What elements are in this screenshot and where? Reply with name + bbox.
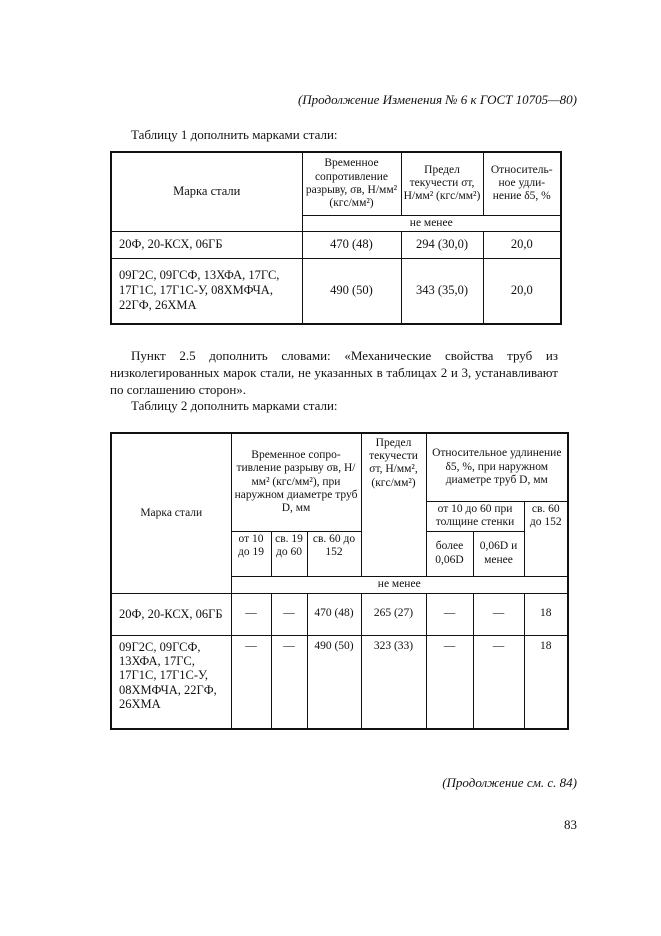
t2-r1-t3: 470 (48) [307, 593, 361, 635]
t2-r2-t1: — [231, 635, 271, 729]
table-row [111, 231, 561, 258]
t2-r2-e2: — [473, 635, 524, 729]
t2-min-label: не менее [231, 576, 568, 593]
table-row [111, 593, 568, 635]
t2-sub-60-152: св. 60 до 152 [307, 531, 361, 576]
t1-r2-elong: 20,0 [483, 258, 561, 324]
t1-head-grade: Марка стали [111, 152, 302, 231]
table-row [111, 258, 561, 324]
t1-min-label: не менее [302, 215, 561, 231]
t2-r2-e1: — [426, 635, 473, 729]
table2-caption: Таблицу 2 дополнить марками стали: [131, 398, 338, 413]
t1-r2-tensile: 490 (50) [302, 258, 401, 324]
page-number: 83 [564, 817, 577, 832]
t2-r2-e3: 18 [524, 635, 568, 729]
t1-r2-grade: 09Г2С, 09ГСФ, 13ХФА, 17ГС, 17Г1С, 17Г1С-У, 08ХМФЧА, 22ГФ, 26ХМА [111, 258, 302, 324]
t2-sub-elong-60-152: св. 60 до 152 [524, 501, 568, 576]
table-row [111, 635, 568, 729]
t1-r1-elong: 20,0 [483, 231, 561, 258]
t2-r1-t2: — [271, 593, 307, 635]
t2-r1-e2: — [473, 593, 524, 635]
t2-sub-elong-10-60: от 10 до 60 при толщине стенки [426, 501, 524, 531]
t2-r2-t3: 490 (50) [307, 635, 361, 729]
t2-r1-grade: 20Ф, 20-КСХ, 06ГБ [111, 593, 231, 635]
table1 [110, 151, 562, 325]
t2-r1-e1: — [426, 593, 473, 635]
continuation-note: (Продолжение см. с. 84) [442, 775, 577, 790]
running-header: (Продолжение Изменения № 6 к ГОСТ 10705—80) [297, 92, 577, 107]
t1-head-elong: Относитель-ное удли-нение δ5, % [483, 152, 561, 215]
t1-r1-yield: 294 (30,0) [401, 231, 483, 258]
table2 [110, 432, 569, 730]
t1-r1-grade: 20Ф, 20-КСХ, 06ГБ [111, 231, 302, 258]
t1-head-tensile: Временное сопротивление разрыву, σв, Н/мм² (кгс/мм²) [302, 152, 401, 215]
table1-caption: Таблицу 1 дополнить марками стали: [131, 127, 338, 142]
t2-head-yield: Предел текучести σт, Н/мм², (кгс/мм²) [361, 433, 426, 576]
t1-r2-yield: 343 (35,0) [401, 258, 483, 324]
t2-head-elong: Относительное удлинение δ5, %, при наружном диаметре труб D, мм [426, 433, 568, 501]
t1-head-yield: Предел текучести σт, Н/мм² (кгс/мм²) [401, 152, 483, 215]
t2-r1-t1: — [231, 593, 271, 635]
t2-sub-more: более 0,06D [426, 531, 473, 576]
t2-r1-e3: 18 [524, 593, 568, 635]
body-paragraph: Пункт 2.5 дополнить словами: «Механические свойства труб из низколегированных марок стали, не указанных в таблицах 2 и 3, устанавливают по соглашению сторон». [110, 348, 558, 397]
t2-r2-yield: 323 (33) [361, 635, 426, 729]
t2-head-grade: Марка стали [111, 433, 231, 593]
t1-r1-tensile: 470 (48) [302, 231, 401, 258]
t2-head-tensile: Временное сопро-тивление разрыву σв, Н/мм² (кгс/мм²), при наружном диаметре труб D, мм [231, 433, 361, 531]
t2-r2-grade: 09Г2С, 09ГСФ, 13ХФА, 17ГС, 17Г1С, 17Г1С-У, 08ХМФЧА, 22ГФ, 26ХМА [111, 635, 231, 729]
t2-r1-yield: 265 (27) [361, 593, 426, 635]
t2-sub-less: 0,06D и менее [473, 531, 524, 576]
t2-sub-19-60: св. 19 до 60 [271, 531, 307, 576]
t2-r2-t2: — [271, 635, 307, 729]
t2-sub-10-19: от 10 до 19 [231, 531, 271, 576]
